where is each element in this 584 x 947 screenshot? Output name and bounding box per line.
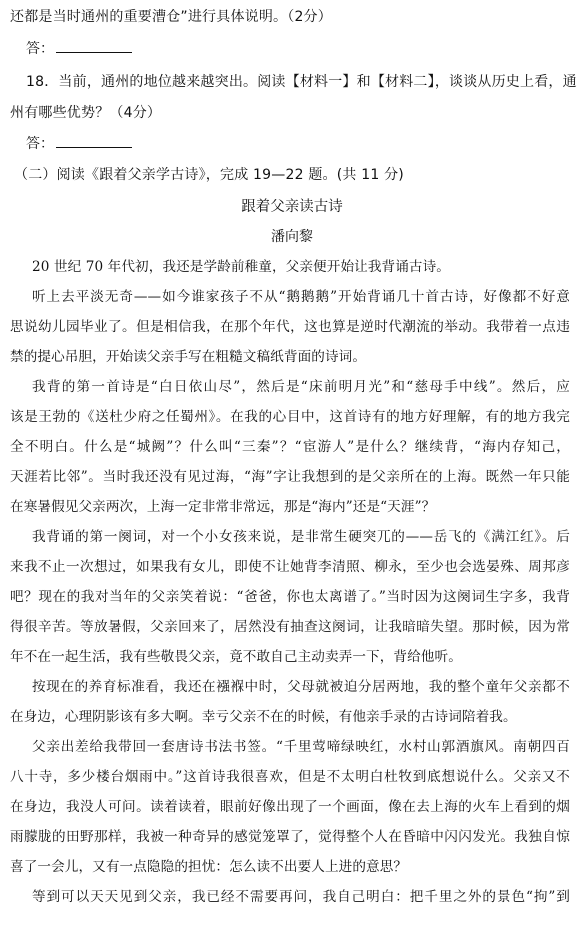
article-line: 八十寺，多少楼台烟雨中。”这首诗我很喜欢，但是不太明白杜牧到底想说什么。父亲又不 [10, 769, 570, 785]
answer-label: 答： [26, 41, 54, 57]
article-line: 禁的提心吊胆，开始读父亲手写在粗糙文稿纸背面的诗词。 [10, 349, 367, 365]
article-line: 该是王勃的《送杜少府之任蜀州》。在我的心目中，这首诗有的地方好理解，有的地方我完 [10, 409, 570, 425]
article-line: 我背的第一首诗是“白日依山尽”，然后是“床前明月光”和“慈母手中线”。然后，应 [32, 379, 570, 395]
article-body [10, 252, 570, 912]
article-line: 在身边，我没人可问。读着读着，眼前好像出现了一个画面，像在去上海的火车上看到的烟 [10, 799, 570, 815]
article-line: 20 世纪 70 年代初，我还是学龄前稚童，父亲便开始让我背诵古诗。 [32, 259, 450, 275]
question-18-line2: 州有哪些优势？（4分） [10, 105, 162, 121]
article-line: 我背诵的第一阕词，对一个小女孩来说，是非常生硬突兀的——岳飞的《满江红》。后 [32, 529, 570, 545]
article-line: 年不在一起生活，我有些敬畏父亲，竟不敢自己主动卖弄一下，背给他听。 [10, 649, 462, 665]
article-line: 父亲出差给我带回一套唐诗书法书签。“千里莺啼绿映红，水村山郭酒旗风。南朝四百 [32, 739, 570, 755]
article-line: 天涯若比邻”。当时我还没有见过海，“海”字让我想到的是父亲所在的上海。既然一年只能 [10, 469, 570, 485]
answer-blank-17[interactable] [56, 38, 132, 53]
article-line: 来我不止一次想过，如果我有女儿，即使不让她背李清照、柳永，至少也会选晏殊、周邦彦 [10, 559, 570, 575]
article-line: 全不明白。什么是“城阙”？什么叫“三秦”？“宦游人”是什么？继续背，“海内存知己， [10, 439, 570, 455]
article-line: 思说幼儿园毕业了。但是相信我，在那个年代，这也算是逆时代潮流的举动。我带着一点违 [10, 319, 570, 335]
answer-line-18 [26, 133, 584, 153]
article-line: 等到可以天天见到父亲，我已经不需要再问，我自己明白：把千里之外的景色“拘”到 [32, 889, 570, 905]
article-line: 按现在的养育标准看，我还在襁褓中时，父母就被迫分居两地，我的整个童年父亲都不 [32, 679, 570, 695]
answer-line-17 [26, 38, 584, 58]
answer-label: 答： [26, 136, 54, 152]
answer-blank-18[interactable] [56, 133, 132, 148]
article-line: 在身边，心理阴影该有多大啊。幸亏父亲不在的时候，有他亲手录的古诗词陪着我。 [10, 709, 517, 725]
article-title: 跟着父亲读古诗 [241, 199, 343, 215]
article-line: 吧？现在的我对当年的父亲笑着说：“爸爸，你也太离谱了。”当时因为这阕词生字多，我背 [10, 589, 570, 605]
article-author: 潘向黎 [271, 229, 313, 245]
question-18-line1: 18．当前，通州的地位越来越突出。阅读【材料一】和【材料二】，谈谈从历史上看，通 [26, 74, 577, 90]
question-17-tail: 还都是当时通州的重要漕仓”进行具体说明。（2分） [10, 9, 332, 25]
article-line: 在寒暑假见父亲两次，上海一定非常非常远，那是“海内”还是“天涯”？ [10, 499, 436, 515]
article-line: 雨朦胧的田野那样，我被一种奇异的感觉笼罩了，觉得整个人在昏暗中闪闪发光。我独自惊 [10, 829, 570, 845]
section-header: （二）阅读《跟着父亲学古诗》，完成 19—22 题。(共 11 分) [14, 167, 404, 183]
article-line: 得很辛苦。等放暑假，父亲回来了，居然没有抽查这阕词，让我暗暗失望。那时候，因为常 [10, 619, 570, 635]
article-line: 听上去平淡无奇——如今谁家孩子不从“鹅鹅鹅”开始背诵几十首古诗，好像都不好意 [32, 289, 570, 305]
article-line: 喜了一会儿，又有一点隐隐的担忧：怎么读不出要人上进的意思？ [10, 859, 408, 875]
